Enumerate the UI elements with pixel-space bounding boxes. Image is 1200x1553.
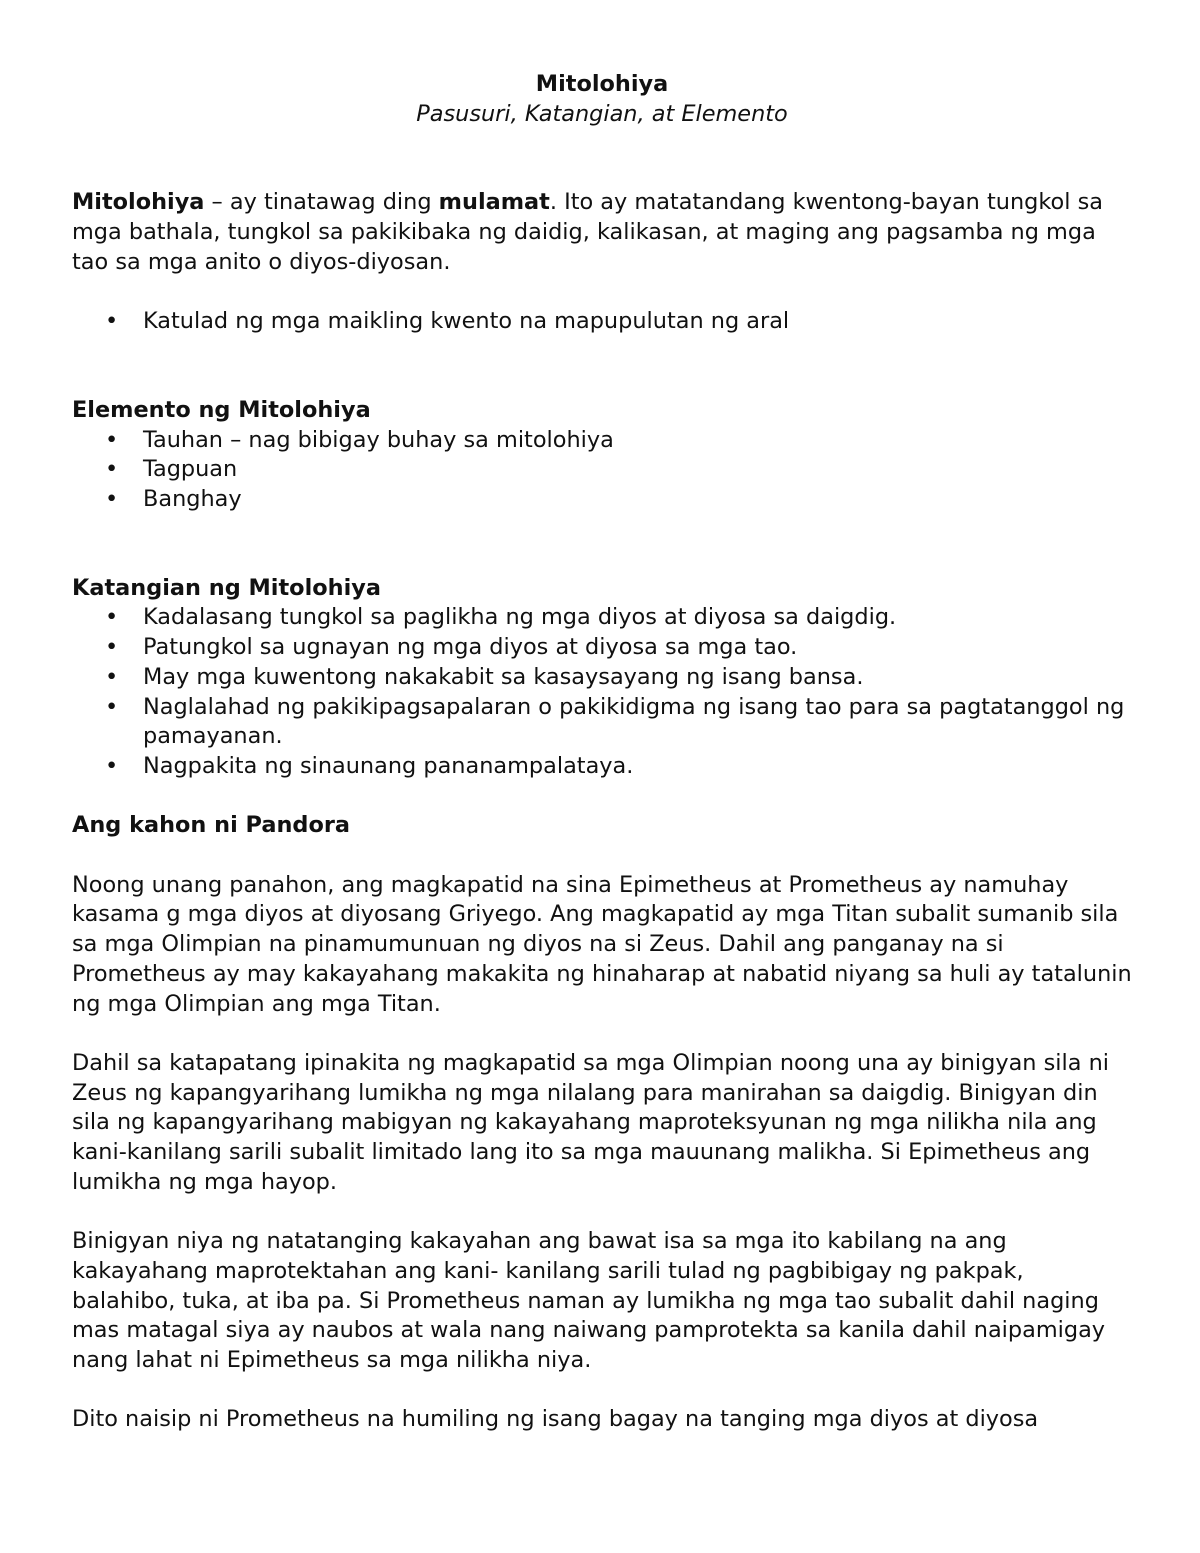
definition-keyword: mulamat: [438, 189, 550, 216]
list-item: [72, 485, 1132, 515]
list-item: [72, 455, 1132, 485]
story-section: [72, 811, 1132, 1435]
bullet-icon: •: [105, 634, 119, 661]
bullet-icon: •: [105, 308, 119, 335]
list-item-text: Naglalahad ng pakikipagsapalaran o pakikidigma ng isang tao para sa pagtatanggol ng pamayanan.: [143, 693, 1125, 750]
list-item: [72, 633, 1132, 663]
elemento-section: [72, 396, 1132, 515]
list-item: [72, 663, 1132, 693]
definition-text-2: . Ito ay matatandang kwentong-bayan tungkol sa mga bathala, tungkol sa pakikibaka ng daidig, kalikasan, at maging ang pagsamba ng mga tao sa mga anito o diyos-diyosan.: [72, 189, 1103, 275]
elemento-list: [72, 426, 1132, 515]
story-paragraph: Dahil sa katapatang ipinakita ng magkapatid sa mga Olimpian noong una ay binigyan sila ni Zeus ng kapangyarihang lumikha ng mga nilalang para manirahan sa daigdig. Binigyan din sila ng kapangyarihang mabigyan ng kakayahang maproteksyunan ng mga nilikha nila ang kani-kanilang sarili subalit limitado lang ito sa mga mauunang malikha. Si Epimetheus ang lumikha ng mga hayop.: [72, 1049, 1109, 1195]
story-paragraph: Dito naisip ni Prometheus na humiling ng isang bagay na tanging mga diyos at diyosa: [72, 1406, 1039, 1433]
definition-term: Mitolohiya: [72, 189, 205, 216]
katangian-section: [72, 574, 1132, 782]
story-heading: Ang kahon ni Pandora: [72, 812, 350, 839]
katangian-list: [72, 603, 1132, 781]
bullet-icon: •: [105, 486, 119, 513]
list-item-text: Nagpakita ng sinaunang pananampalataya.: [143, 752, 634, 779]
list-item-text: Katulad ng mga maikling kwento na mapupulutan ng aral: [143, 308, 790, 335]
list-item-text: Patungkol sa ugnayan ng mga diyos at diyosa sa mga tao.: [143, 634, 798, 661]
list-item: [72, 426, 1132, 456]
list-item: [72, 752, 1132, 782]
elemento-heading: Elemento ng Mitolohiya: [72, 396, 371, 423]
bullet-icon: •: [105, 426, 119, 453]
document-page: [72, 70, 1132, 1435]
list-item-text: Banghay: [143, 486, 242, 513]
story-paragraph: Binigyan niya ng natatanging kakayahan ang bawat isa sa mga ito kabilang na ang kakayahang maprotektahan ang kani- kanilang sarili tulad ng pagbibigay ng pakpak, balahibo, tuka, at iba pa. Si Prometheus naman ay lumikha ng mga tao subalit dahil naging mas matagal siya ay naubos at wala nang naiwang pamprotekta sa kanila dahil naipamigay nang lahat ni Epimetheus sa mga nilikha niya.: [72, 1228, 1106, 1373]
list-item: [72, 603, 1132, 633]
story-paragraph: Noong unang panahon, ang magkapatid na sina Epimetheus at Prometheus ay namuhay kasama g mga diyos at diyosang Griyego. Ang magkapatid ay mga Titan subalit sumanib sila sa mga Olimpian na pinamumunuan ng diyos na si Zeus. Dahil ang panganay na si Prometheus ay may kakayahang makakita ng hinaharap at nabatid niyang sa huli ay tatalunin ng mga Olimpian ang mga Titan.: [72, 871, 1132, 1017]
definition-paragraph: [72, 188, 1132, 277]
document-subtitle: Pasusuri, Katangian, at Elemento: [416, 100, 788, 127]
intro-list: [72, 307, 1132, 337]
bullet-icon: •: [105, 604, 119, 631]
document-title: Mitolohiya: [535, 71, 669, 97]
list-item-text: Tauhan – nag bibigay buhay sa mitolohiya: [143, 426, 614, 453]
bullet-icon: •: [105, 456, 119, 483]
bullet-icon: •: [105, 752, 119, 779]
katangian-heading: Katangian ng Mitolohiya: [72, 574, 381, 601]
list-item: [72, 307, 1132, 337]
list-item-text: Tagpuan: [143, 456, 238, 483]
list-item: [72, 693, 1132, 752]
list-item-text: Kadalasang tungkol sa paglikha ng mga diyos at diyosa sa daigdig.: [143, 604, 897, 631]
bullet-icon: •: [105, 693, 119, 720]
definition-text-1: – ay tinatawag ding: [204, 189, 439, 216]
bullet-icon: •: [105, 663, 119, 690]
list-item-text: May mga kuwentong nakakabit sa kasaysayang ng isang bansa.: [143, 663, 864, 690]
